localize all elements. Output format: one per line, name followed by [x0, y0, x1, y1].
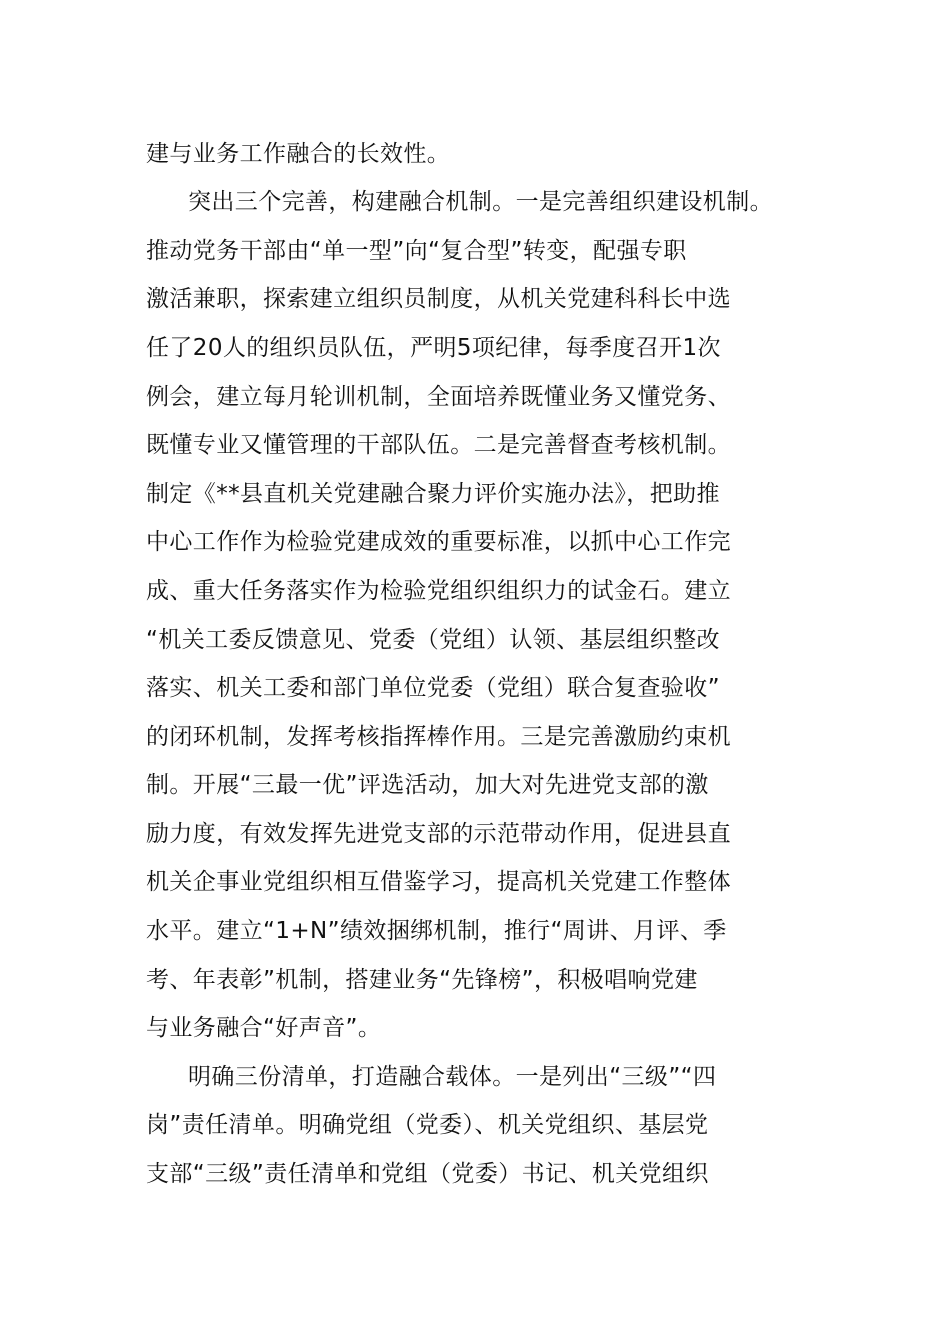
text-line: 考、年表彰”机制，搭建业务“先锋榜”，积极唱响党建 — [146, 967, 698, 993]
paragraph-start-line: 明确三份清单，打造融合载体。一是列出“三级”“四 — [188, 1064, 717, 1090]
text-line: 落实、机关工委和部门单位党委（党组）联合复查验收” — [146, 675, 720, 701]
text-line: 励力度，有效发挥先进党支部的示范带动作用，促进县直 — [146, 821, 731, 847]
text-line: 与业务融合“好声音”。 — [146, 1015, 382, 1041]
text-line: 中心工作作为检验党建成效的重要标准，以抓中心工作完 — [146, 529, 731, 555]
text-line: 制定《**县直机关党建融合聚力评价实施办法》，把助推 — [146, 481, 720, 507]
paragraph-start-line: 突出三个完善，构建融合机制。一是完善组织建设机制。 — [188, 189, 773, 215]
text-line: 推动党务干部由“单一型”向“复合型”转变，配强专职 — [146, 238, 687, 264]
text-line: “机关工委反馈意见、党委（党组）认领、基层组织整改 — [146, 627, 720, 653]
text-line: 机关企事业党组织相互借鉴学习，提高机关党建工作整体 — [146, 869, 731, 895]
text-line: 建与业务工作融合的长效性。 — [146, 141, 451, 167]
text-line: 支部“三级”责任清单和党组（党委）书记、机关党组织 — [146, 1161, 709, 1187]
text-line: 例会，建立每月轮训机制，全面培养既懂业务又懂党务、 — [146, 384, 731, 410]
text-line: 既懂专业又懂管理的干部队伍。二是完善督查考核机制。 — [146, 432, 731, 458]
text-line: 任了20人的组织员队伍，严明5项纪律，每季度召开1次 — [146, 335, 721, 361]
text-line: 激活兼职，探索建立组织员制度，从机关党建科科长中选 — [146, 286, 731, 312]
text-line: 水平。建立“1+N”绩效捆绑机制，推行“周讲、月评、季 — [146, 918, 727, 944]
text-line: 成、重大任务落实作为检验党组织组织力的试金石。建立 — [146, 578, 731, 604]
text-line: 岗”责任清单。明确党组（党委）、机关党组织、基层党 — [146, 1112, 709, 1138]
text-line: 制。开展“三最一优”评选活动，加大对先进党支部的激 — [146, 772, 709, 798]
text-line: 的闭环机制，发挥考核指挥棒作用。三是完善激励约束机 — [146, 724, 731, 750]
